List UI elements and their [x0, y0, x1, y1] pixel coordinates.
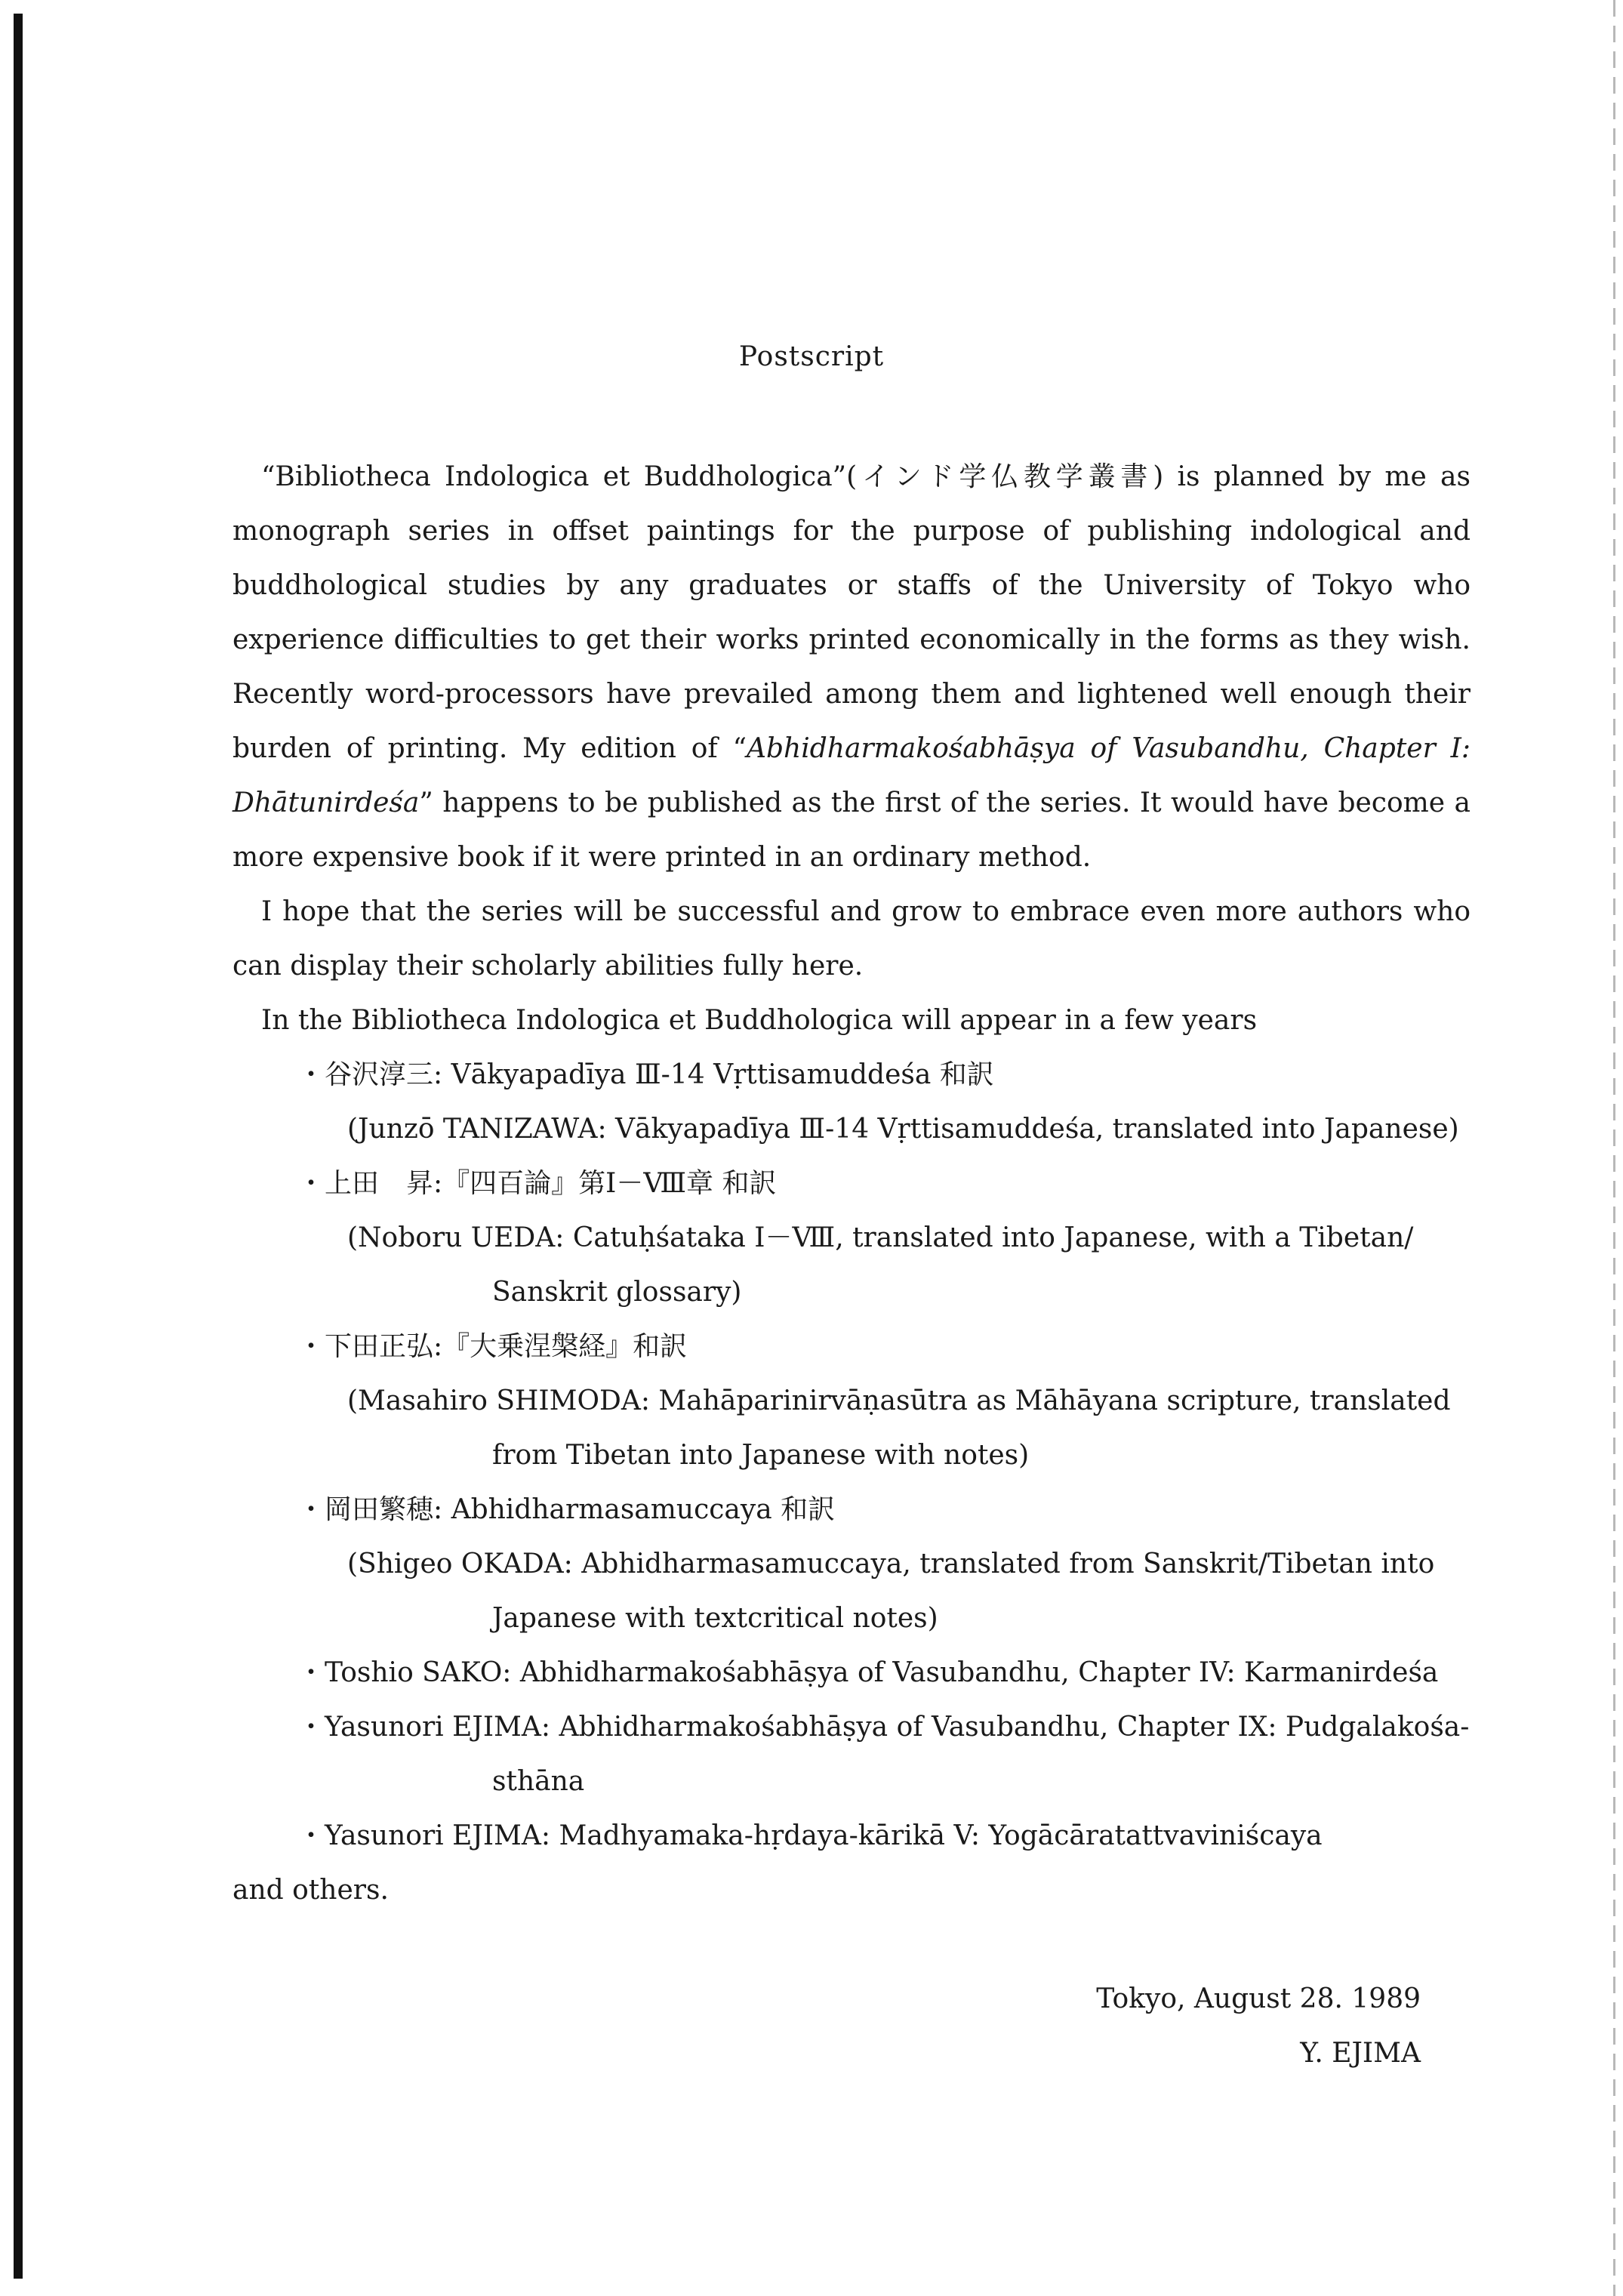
entry-sako: ・Toshio SAKO: Abhidharmakośabhāṣya of Vasubandhu, Chapter IV: Karmanirdeśa — [297, 1657, 1439, 1688]
signature-block — [1096, 1972, 1421, 2081]
paragraph-intro-end: ” happens to be published as the first of the series. It would have become a more expensive book if it were printed in an ordinary method. — [233, 787, 1471, 873]
entry-heading-shimoda: ・下田正弘:『大乗涅槃経』和訳 — [297, 1331, 688, 1362]
signature-place-date: Tokyo, August 28. 1989 — [1096, 1983, 1421, 2014]
book-title: Abhidharmakośabhāṣya of Vasubandhu, Chapter I: Dhātunirdeśa — [233, 733, 1471, 818]
entry-translation-tanizawa: (Junzō TANIZAWA: Vākyapadīya Ⅲ-14 Vṛttisamuddeśa, translated into Japanese) — [347, 1114, 1459, 1145]
entry-translation-okada: (Shigeo OKADA: Abhidharmasamuccaya, translated from Sanskrit/Tibetan into Japanese with textcritical notes) — [347, 1549, 1435, 1634]
page-title: Postscript — [738, 341, 885, 372]
entry-heading-ueda: ・上田 昇:『四百論』第Ⅰ－Ⅷ章 和訳 — [297, 1168, 777, 1199]
paragraph-forthcoming: In the Bibliotheca Indologica et Buddhologica will appear in a few years — [261, 1005, 1258, 1036]
entry-translation-shimoda: (Masahiro SHIMODA: Mahāparinirvāṇasūtra as Māhāyana scripture, translated from Tibetan into Japanese with notes) — [347, 1385, 1451, 1471]
entry-translation-ueda: (Noboru UEDA: Catuḥśataka Ⅰ－Ⅷ, translated into Japanese, with a Tibetan/ Sanskrit glossary) — [347, 1222, 1414, 1308]
document-body — [233, 450, 1471, 1918]
entry-heading-tanizawa: ・谷沢淳三: Vākyapadīya Ⅲ-14 Vṛttisamuddeśa 和訳 — [297, 1059, 994, 1090]
paragraph-intro — [233, 450, 1471, 885]
paragraph-hope: I hope that the series will be successful and grow to embrace even more authors who can display their scholarly abilities fully here. — [233, 896, 1471, 982]
paragraph-intro-text: “Bibliotheca Indologica et Buddhologica”(インド学仏教学叢書) is planned by me as monograph series in offset paintings for the purpose of publishing indological and buddhological studies by any graduates or staffs of the University of Tokyo who experience difficulties to get their works printed economically in the forms as they wish. Recently word-processors have prevailed among them and lightened well enough their burden of printing. My edition of “ — [233, 461, 1471, 764]
entry-ejima-madhyamaka: ・Yasunori EJIMA: Madhyamaka-hṛdaya-kārikā V: Yogācāratattvaviniścaya — [297, 1820, 1323, 1851]
signature-name: Y. EJIMA — [1300, 2038, 1421, 2069]
closing-text: and others. — [233, 1875, 389, 1906]
entry-ejima-kosa: ・Yasunori EJIMA: Abhidharmakośabhāṣya of Vasubandhu, Chapter IX: Pudgalakośa-sthāna — [297, 1712, 1470, 1797]
entry-heading-okada: ・岡田繁穂: Abhidharmasamuccaya 和訳 — [297, 1494, 836, 1525]
